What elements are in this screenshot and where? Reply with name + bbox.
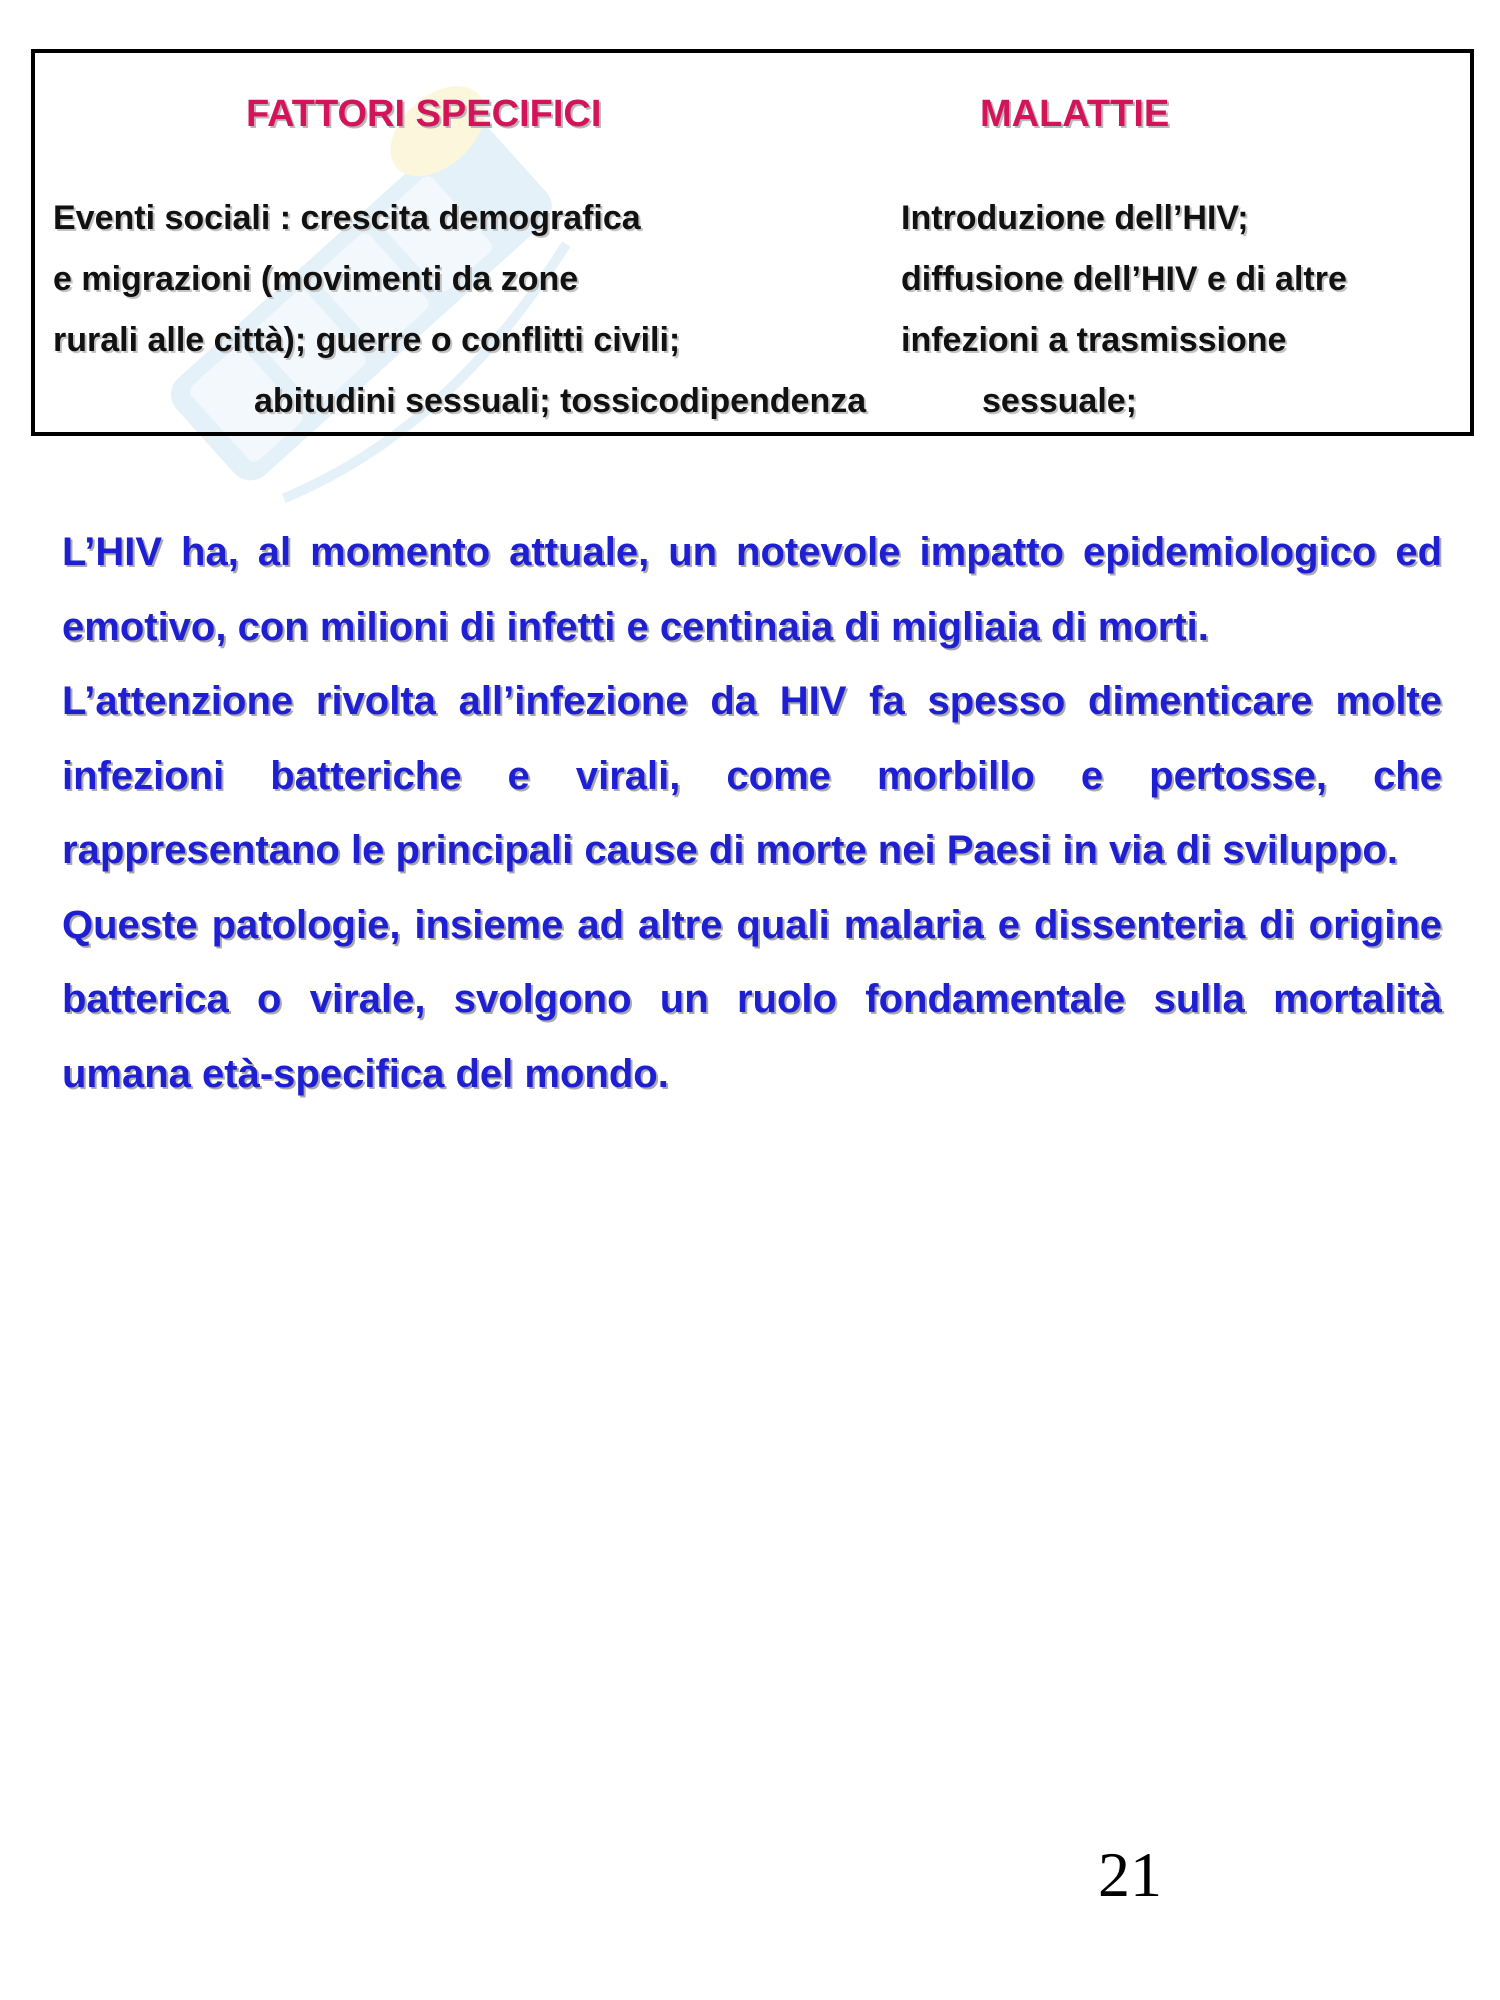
header-malattie: MALATTIE [980,93,1170,135]
paragraph-hiv-impact: L’HIV ha, al momento attuale, un notevole impatto epidemiologico ed emotivo, con milioni di infetti e centinaia di migliaia di morti. [62,530,1442,649]
header-fattori-specifici: FATTORI SPECIFICI [246,93,602,135]
paragraph-mortality: Queste patologie, insieme ad altre quali malaria e dissenteria di origine batterica o virale, svolgono un ruolo fondamentale sulla mortalità umana età-specifica del mondo. [62,902,1442,1096]
factors-table [31,49,1474,436]
paragraph-other-infections: L’attenzione rivolta all’infezione da HIV fa spesso dimenticare molte infezioni batteriche e virali, come morbillo e pertosse, che rappresentano le principali cause di morte nei Paesi in via di sviluppo. [62,679,1442,872]
disease-line: Introduzione dell’HIV; [901,199,1249,237]
factors-line: e migrazioni (movimenti da zone [53,260,579,298]
factors-line: Eventi sociali : crescita demografica [53,199,641,237]
disease-line: sessuale; [982,382,1137,420]
disease-line: infezioni a trasmissione [901,321,1287,359]
main-text [62,515,1442,1111]
factors-line: rurali alle città); guerre o conflitti civili; [53,321,681,359]
disease-line: diffusione dell’HIV e di altre [901,260,1347,298]
factors-line: abitudini sessuali; tossicodipendenza [254,382,867,420]
page-number: 21 [1098,1839,1162,1910]
